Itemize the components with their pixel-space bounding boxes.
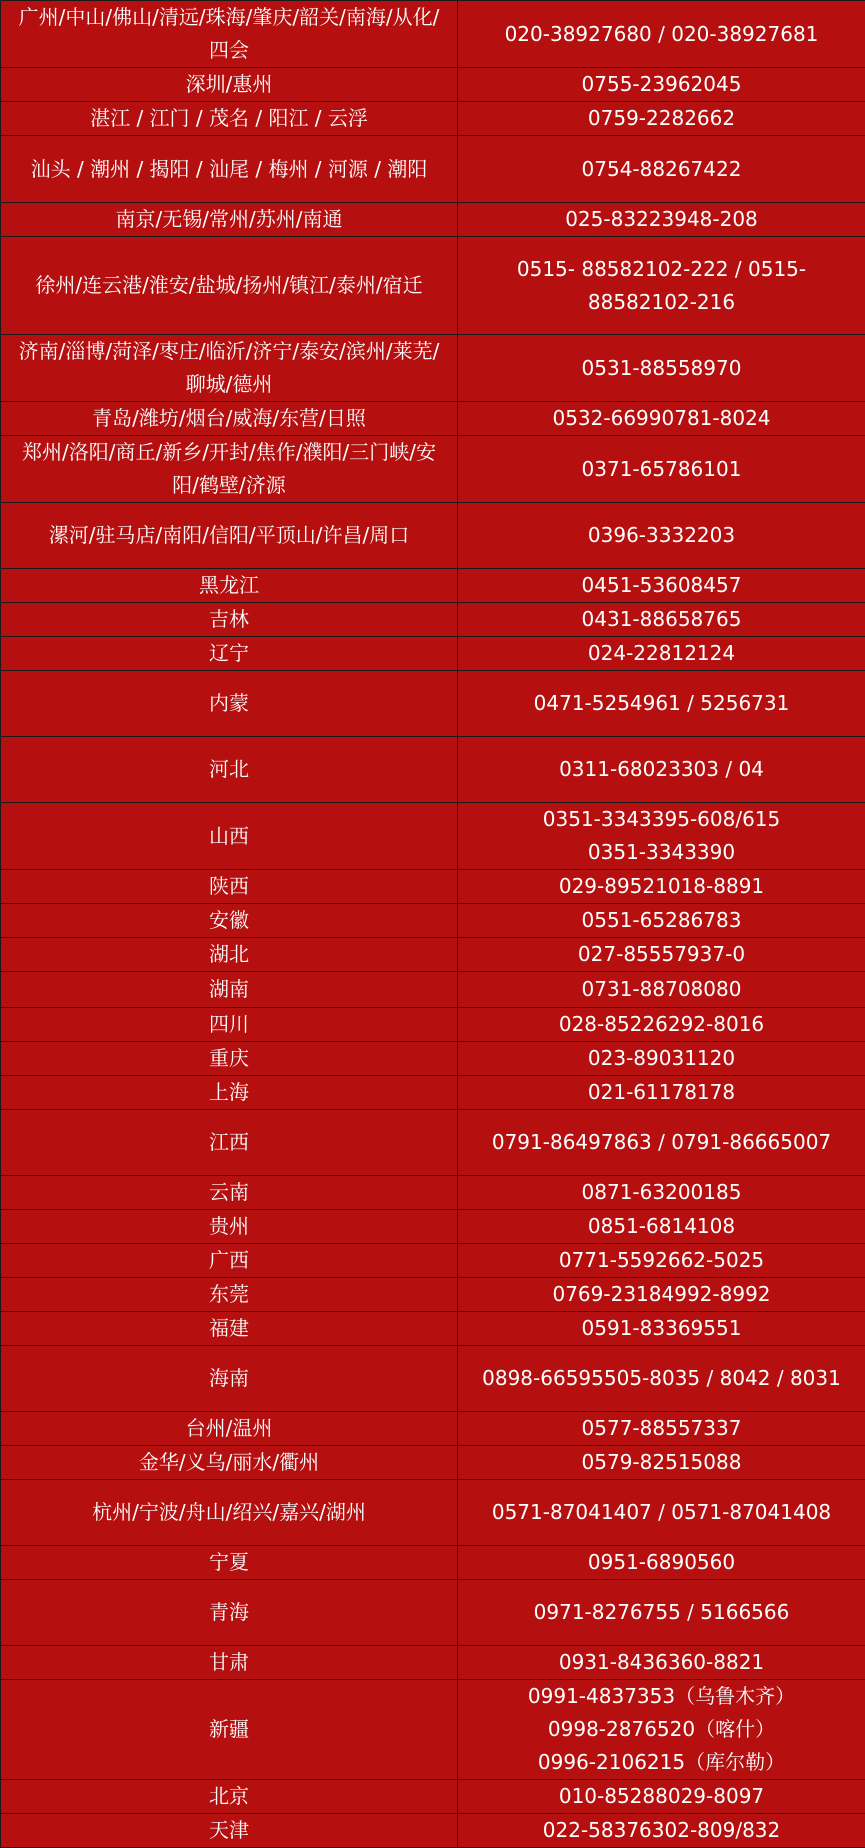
region-cell: 东莞	[1, 1278, 458, 1312]
phone-number: 0991-4837353（乌鲁木齐）	[472, 1680, 851, 1713]
region-cell: 江西	[1, 1110, 458, 1176]
region-cell: 河北	[1, 737, 458, 803]
phone-number: 0531-88558970	[472, 352, 851, 385]
region-cell: 安徽	[1, 904, 458, 938]
table-row	[1, 1680, 865, 1780]
region-cell: 山西	[1, 803, 458, 870]
phone-cell	[458, 972, 865, 1008]
table-row	[1, 1480, 865, 1546]
table-row	[1, 1346, 865, 1412]
phone-cell	[458, 803, 865, 870]
phone-cell	[458, 1110, 865, 1176]
phone-number: 027-85557937-0	[472, 938, 851, 971]
phone-cell	[458, 402, 865, 436]
region-cell: 湖南	[1, 972, 458, 1008]
table-row	[1, 436, 865, 503]
table-row	[1, 1312, 865, 1346]
table-row	[1, 402, 865, 436]
table-row	[1, 1008, 865, 1042]
phone-cell	[458, 1546, 865, 1580]
phone-number: 0754-88267422	[472, 153, 851, 186]
region-cell: 南京/无锡/常州/苏州/南通	[1, 203, 458, 237]
table-row	[1, 569, 865, 603]
table-row	[1, 1210, 865, 1244]
phone-number: 0791-86497863 / 0791-86665007	[472, 1126, 851, 1159]
region-cell: 深圳/惠州	[1, 68, 458, 102]
phone-cell	[458, 68, 865, 102]
phone-cell	[458, 870, 865, 904]
region-cell: 漯河/驻马店/南阳/信阳/平顶山/许昌/周口	[1, 503, 458, 569]
region-cell: 徐州/连云港/淮安/盐城/扬州/镇江/泰州/宿迁	[1, 237, 458, 335]
phone-number: 0755-23962045	[472, 68, 851, 101]
region-cell: 内蒙	[1, 671, 458, 737]
region-cell: 吉林	[1, 603, 458, 637]
phone-number: 0579-82515088	[472, 1446, 851, 1479]
phone-cell	[458, 1008, 865, 1042]
phone-number: 0351-3343390	[472, 836, 851, 869]
phone-cell	[458, 203, 865, 237]
phone-cell	[458, 737, 865, 803]
phone-number: 0471-5254961 / 5256731	[472, 687, 851, 720]
table-row	[1, 68, 865, 102]
phone-cell	[458, 904, 865, 938]
phone-cell	[458, 1580, 865, 1646]
table-row	[1, 1, 865, 68]
phone-cell	[458, 1244, 865, 1278]
phone-number: 021-61178178	[472, 1076, 851, 1109]
phone-number: 0998-2876520（喀什）	[472, 1713, 851, 1746]
region-cell: 黑龙江	[1, 569, 458, 603]
table-row	[1, 737, 865, 803]
region-cell: 湖北	[1, 938, 458, 972]
phone-number: 0759-2282662	[472, 102, 851, 135]
phone-cell	[458, 1646, 865, 1680]
region-cell: 四川	[1, 1008, 458, 1042]
phone-cell	[458, 136, 865, 203]
phone-cell	[458, 1680, 865, 1780]
phone-cell	[458, 637, 865, 671]
phone-cell	[458, 603, 865, 637]
table-row	[1, 1244, 865, 1278]
phone-number: 022-58376302-809/832	[472, 1814, 851, 1847]
phone-cell	[458, 335, 865, 402]
phone-cell	[458, 436, 865, 503]
phone-cell	[458, 1278, 865, 1312]
region-cell: 广州/中山/佛山/清远/珠海/肇庆/韶关/南海/从化/四会	[1, 1, 458, 68]
phone-cell	[458, 1346, 865, 1412]
phone-cell	[458, 671, 865, 737]
table-row	[1, 1646, 865, 1680]
phone-number: 0851-6814108	[472, 1210, 851, 1243]
table-row	[1, 603, 865, 637]
phone-number: 0351-3343395-608/615	[472, 803, 851, 836]
phone-cell	[458, 1446, 865, 1480]
phone-number: 0577-88557337	[472, 1412, 851, 1445]
phone-cell	[458, 1042, 865, 1076]
phone-cell	[458, 938, 865, 972]
phone-cell	[458, 102, 865, 136]
table-row	[1, 1176, 865, 1210]
table-row	[1, 335, 865, 402]
table-row	[1, 503, 865, 569]
table-row	[1, 1814, 865, 1848]
phone-number: 0551-65286783	[472, 904, 851, 937]
region-cell: 上海	[1, 1076, 458, 1110]
table-row	[1, 1110, 865, 1176]
region-cell: 宁夏	[1, 1546, 458, 1580]
phone-number: 0431-88658765	[472, 603, 851, 636]
table-row	[1, 637, 865, 671]
region-cell: 广西	[1, 1244, 458, 1278]
phone-number: 0769-23184992-8992	[472, 1278, 851, 1311]
table-row	[1, 203, 865, 237]
table-row	[1, 1412, 865, 1446]
region-cell: 汕头 / 潮州 / 揭阳 / 汕尾 / 梅州 / 河源 / 潮阳	[1, 136, 458, 203]
table-row	[1, 1278, 865, 1312]
phone-number: 024-22812124	[472, 637, 851, 670]
table-row	[1, 237, 865, 335]
phone-number: 023-89031120	[472, 1042, 851, 1075]
phone-cell	[458, 1780, 865, 1814]
phone-cell	[458, 1480, 865, 1546]
region-cell: 云南	[1, 1176, 458, 1210]
table-row	[1, 870, 865, 904]
table-row	[1, 803, 865, 870]
phone-number: 020-38927680 / 020-38927681	[472, 18, 851, 51]
table-row	[1, 938, 865, 972]
phone-number: 0996-2106215（库尔勒）	[472, 1746, 851, 1779]
region-cell: 北京	[1, 1780, 458, 1814]
region-cell: 济南/淄博/菏泽/枣庄/临沂/济宁/泰安/滨州/莱芜/聊城/德州	[1, 335, 458, 402]
region-cell: 天津	[1, 1814, 458, 1848]
phone-number: 0311-68023303 / 04	[472, 753, 851, 786]
table-row	[1, 904, 865, 938]
phone-number: 0532-66990781-8024	[472, 402, 851, 435]
phone-cell	[458, 569, 865, 603]
phone-number: 0371-65786101	[472, 453, 851, 486]
phone-number: 0931-8436360-8821	[472, 1646, 851, 1679]
table-row	[1, 1546, 865, 1580]
region-cell: 青岛/潍坊/烟台/威海/东营/日照	[1, 402, 458, 436]
phone-cell	[458, 1312, 865, 1346]
phone-cell	[458, 237, 865, 335]
region-cell: 郑州/洛阳/商丘/新乡/开封/焦作/濮阳/三门峡/安阳/鹤壁/济源	[1, 436, 458, 503]
phone-cell	[458, 1076, 865, 1110]
table-row	[1, 972, 865, 1008]
region-cell: 重庆	[1, 1042, 458, 1076]
table-row	[1, 102, 865, 136]
phone-number: 0591-83369551	[472, 1312, 851, 1345]
phone-number: 028-85226292-8016	[472, 1008, 851, 1041]
phone-number: 0515- 88582102-222 / 0515-88582102-216	[472, 253, 851, 319]
region-cell: 新疆	[1, 1680, 458, 1780]
table-row	[1, 1042, 865, 1076]
region-cell: 贵州	[1, 1210, 458, 1244]
phone-number: 0731-88708080	[472, 973, 851, 1006]
phone-number: 0898-66595505-8035 / 8042 / 8031	[472, 1362, 851, 1395]
region-cell: 青海	[1, 1580, 458, 1646]
phone-cell	[458, 1412, 865, 1446]
phone-number: 0571-87041407 / 0571-87041408	[472, 1496, 851, 1529]
region-cell: 台州/温州	[1, 1412, 458, 1446]
phone-cell	[458, 1176, 865, 1210]
table-row	[1, 1780, 865, 1814]
phone-number: 025-83223948-208	[472, 203, 851, 236]
region-cell: 湛江 / 江门 / 茂名 / 阳江 / 云浮	[1, 102, 458, 136]
region-cell: 陕西	[1, 870, 458, 904]
phone-number: 0771-5592662-5025	[472, 1244, 851, 1277]
table-row	[1, 671, 865, 737]
table-row	[1, 136, 865, 203]
table-row	[1, 1446, 865, 1480]
phone-cell	[458, 1814, 865, 1848]
region-cell: 杭州/宁波/舟山/绍兴/嘉兴/湖州	[1, 1480, 458, 1546]
phone-number: 0951-6890560	[472, 1546, 851, 1579]
phone-cell	[458, 1210, 865, 1244]
phone-number: 0971-8276755 / 5166566	[472, 1596, 851, 1629]
table-row	[1, 1076, 865, 1110]
region-cell: 甘肃	[1, 1646, 458, 1680]
phone-cell	[458, 1, 865, 68]
phone-cell	[458, 503, 865, 569]
region-cell: 金华/义乌/丽水/衢州	[1, 1446, 458, 1480]
region-cell: 海南	[1, 1346, 458, 1412]
table-row	[1, 1580, 865, 1646]
phone-number: 0451-53608457	[472, 569, 851, 602]
phone-number: 010-85288029-8097	[472, 1780, 851, 1813]
phone-number: 029-89521018-8891	[472, 870, 851, 903]
phone-number: 0871-63200185	[472, 1176, 851, 1209]
region-cell: 辽宁	[1, 637, 458, 671]
phone-number: 0396-3332203	[472, 519, 851, 552]
region-cell: 福建	[1, 1312, 458, 1346]
